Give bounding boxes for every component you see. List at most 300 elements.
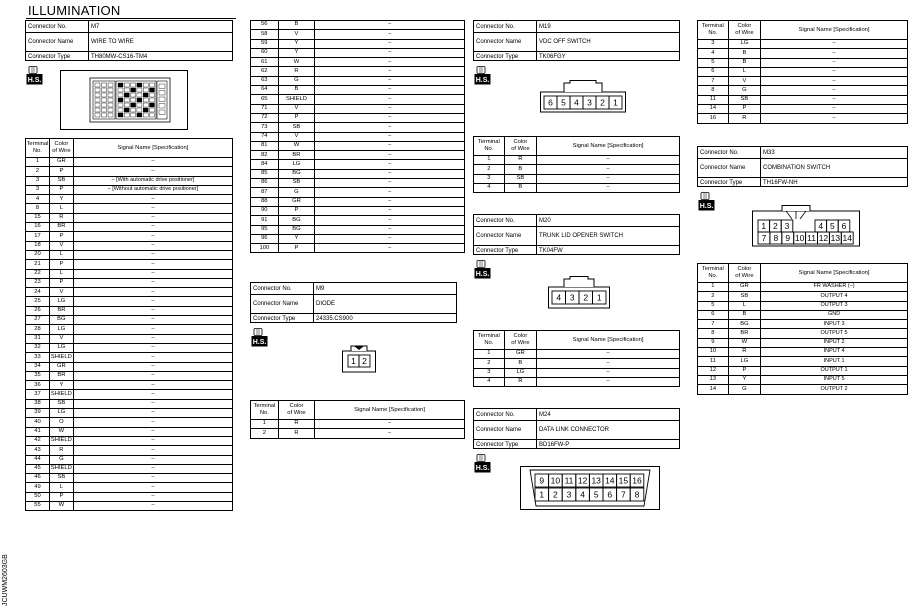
wire-color-cell: GR <box>49 158 73 167</box>
table-row <box>251 76 465 85</box>
table-row <box>251 151 465 160</box>
terminal-cell: 39 <box>26 409 50 418</box>
table-row <box>251 67 465 76</box>
signal-name-cell: – <box>315 58 465 67</box>
wire-color-cell: GR <box>49 362 73 371</box>
connector-no-value: M24 <box>539 412 551 418</box>
terminal-cell: 74 <box>251 132 279 141</box>
connector-m19-header <box>473 20 680 61</box>
table-row <box>26 176 233 185</box>
signal-name-cell: – <box>73 343 232 352</box>
terminal-cell: 18 <box>26 241 50 250</box>
connector-name-value: VDC OFF SWITCH <box>539 39 591 45</box>
terminal-cell: 4 <box>26 195 50 204</box>
connector-m33-face-right <box>752 205 860 247</box>
terminal-cell: 23 <box>26 278 50 287</box>
terminal-cell: 2 <box>698 292 729 301</box>
pin-number: 14 <box>842 233 852 244</box>
connector-m24-header <box>473 408 680 449</box>
wire-color-cell: B <box>278 21 315 30</box>
pin-number: 3 <box>587 97 592 108</box>
table-row <box>251 225 465 234</box>
terminal-cell: 91 <box>251 216 279 225</box>
signal-name-cell: – <box>315 39 465 48</box>
table-row <box>251 141 465 150</box>
signal-name-cell: – <box>315 179 465 188</box>
harness-side-icon <box>698 192 715 211</box>
signal-name-cell: INPUT 4 <box>761 348 908 357</box>
table-row <box>698 40 908 49</box>
table-row <box>26 381 233 390</box>
terminal-cell: 3 <box>474 174 505 183</box>
signal-name-cell: – <box>73 195 232 204</box>
terminal-cell: 40 <box>26 418 50 427</box>
signal-name-cell: – <box>73 381 232 390</box>
wire-color-cell: V <box>278 30 315 39</box>
wire-color-cell: Y <box>278 39 315 48</box>
table-row <box>26 362 233 371</box>
table-row <box>251 188 465 197</box>
table-row <box>698 292 908 301</box>
terminal-cell: 85 <box>251 169 279 178</box>
terminal-cell: 8 <box>698 329 729 338</box>
pin-number: 2 <box>553 489 558 500</box>
connector-m24-face <box>520 466 660 510</box>
pin-number: 10 <box>794 233 805 244</box>
signal-name-cell: – <box>315 169 465 178</box>
table-row <box>698 366 908 375</box>
terminal-cell: 55 <box>26 501 50 510</box>
connector-type-label: Connector Type <box>253 316 296 322</box>
wire-color-cell: L <box>49 269 73 278</box>
connector-type-value: 24335.CS900 <box>316 316 353 322</box>
wire-color-cell: W <box>728 338 760 347</box>
pin-number: 6 <box>548 97 553 108</box>
terminal-cell: 1 <box>474 350 505 359</box>
signal-name-cell: – <box>73 418 232 427</box>
pin-number: 16 <box>632 475 642 486</box>
signal-name-cell: INPUT 2 <box>761 338 908 347</box>
terminal-cell: 50 <box>26 492 50 501</box>
pin-number: 5 <box>830 221 835 232</box>
pin-number: 2 <box>362 356 367 367</box>
wire-color-cell: R <box>49 213 73 222</box>
signal-name-cell: – <box>761 86 908 95</box>
table-row <box>26 278 233 287</box>
svg-text:H.S.: H.S. <box>475 465 490 473</box>
wire-color-cell: SHIELD <box>278 95 315 104</box>
table-row <box>26 325 233 334</box>
signal-name-cell: – <box>73 306 232 315</box>
signal-name-cell: – <box>761 95 908 104</box>
connector-name-label: Connector Name <box>476 427 522 433</box>
pin-number: 13 <box>591 475 601 486</box>
harness-side-icon <box>474 260 491 279</box>
table-row <box>698 385 908 394</box>
wire-color-cell: P <box>728 366 760 375</box>
table-row <box>474 156 680 165</box>
harness-side-icon <box>474 454 491 473</box>
wire-color-cell: GR <box>278 197 315 206</box>
pin-number: 5 <box>561 97 566 108</box>
wire-color-cell: SHIELD <box>49 464 73 473</box>
svg-text:H.S.: H.S. <box>475 271 490 279</box>
signal-name-cell: – <box>315 197 465 206</box>
table-row <box>251 160 465 169</box>
table-row <box>26 436 233 445</box>
wire-color-cell: W <box>278 141 315 150</box>
terminal-cell: 38 <box>26 399 50 408</box>
signal-name-cell: – <box>315 234 465 243</box>
wire-color-cell: SHIELD <box>49 390 73 399</box>
connector-type-label: Connector Type <box>476 248 519 254</box>
connector-type-label: Connector Type <box>28 54 71 60</box>
connector-type-value: TK06FGY <box>539 54 566 60</box>
terminal-cell: 100 <box>251 244 279 253</box>
column-header-color: Color of Wire <box>728 21 760 40</box>
signal-name-cell: – <box>73 427 232 436</box>
table-row <box>26 483 233 492</box>
connector-name-label: Connector Name <box>476 233 522 239</box>
table-row <box>698 329 908 338</box>
terminal-cell: 4 <box>698 49 729 58</box>
table-row <box>251 123 465 132</box>
table-row <box>698 67 908 76</box>
terminal-cell: 14 <box>698 105 729 114</box>
terminal-cell: 44 <box>26 455 50 464</box>
connector-m20-header <box>473 214 680 255</box>
wire-color-cell: SHIELD <box>49 436 73 445</box>
terminal-cell: 1 <box>251 420 279 429</box>
terminal-cell: 35 <box>26 371 50 380</box>
wire-color-cell: BG <box>728 320 760 329</box>
wire-color-cell: R <box>504 377 536 386</box>
wire-color-cell: BG <box>278 216 315 225</box>
table-row <box>251 169 465 178</box>
terminal-cell: 3 <box>26 176 50 185</box>
svg-text:H.S.: H.S. <box>252 339 267 347</box>
wire-color-cell: P <box>49 167 73 176</box>
wire-color-cell: G <box>278 188 315 197</box>
wire-color-cell: P <box>278 206 315 215</box>
terminal-cell: 27 <box>26 316 50 325</box>
wire-color-cell: P <box>49 260 73 269</box>
wire-color-cell: P <box>278 244 315 253</box>
signal-name-cell: – <box>73 241 232 250</box>
table-row <box>251 206 465 215</box>
signal-name-cell: – <box>315 67 465 76</box>
connector-no-label: Connector No. <box>476 412 515 418</box>
signal-name-cell: – <box>315 86 465 95</box>
signal-name-cell: – <box>73 269 232 278</box>
table-row <box>474 183 680 192</box>
wire-color-cell: R <box>278 420 314 429</box>
table-row <box>251 429 465 438</box>
connector-m7-header <box>25 20 233 61</box>
table-row <box>698 310 908 319</box>
signal-name-cell: – <box>73 483 232 492</box>
wire-color-cell: P <box>728 105 760 114</box>
signal-name-cell: – <box>73 399 232 408</box>
table-row <box>26 334 233 343</box>
connector-no-label: Connector No. <box>700 150 739 156</box>
wire-color-cell: R <box>504 156 536 165</box>
table-row <box>26 288 233 297</box>
signal-name-cell: – <box>73 474 232 483</box>
signal-name-cell: GND <box>761 310 908 319</box>
signal-name-cell: – <box>73 501 232 510</box>
column-header-signal: Signal Name [Specification] <box>315 401 465 420</box>
table-row <box>26 492 233 501</box>
terminal-cell: 43 <box>26 446 50 455</box>
signal-name-cell: – <box>315 160 465 169</box>
table-row <box>26 195 233 204</box>
table-row <box>251 420 465 429</box>
table-row <box>474 368 680 377</box>
wire-color-cell: P <box>49 278 73 287</box>
wire-color-cell: Y <box>49 381 73 390</box>
terminal-cell: 15 <box>26 213 50 222</box>
terminal-cell: 2 <box>251 429 279 438</box>
terminal-cell: 95 <box>251 225 279 234</box>
wire-color-cell: R <box>728 348 760 357</box>
wire-color-cell: V <box>49 288 73 297</box>
terminal-cell: 72 <box>251 113 279 122</box>
table-row <box>26 167 233 176</box>
pin-number: 1 <box>613 97 618 108</box>
pin-number: 14 <box>605 475 615 486</box>
wire-color-cell: BR <box>728 329 760 338</box>
signal-name-cell: – <box>73 278 232 287</box>
signal-name-cell: – <box>73 167 232 176</box>
terminal-cell: 8 <box>26 204 50 213</box>
wire-color-cell: LG <box>49 409 73 418</box>
wire-color-cell: Y <box>728 375 760 384</box>
terminal-cell: 17 <box>26 232 50 241</box>
terminal-cell: 7 <box>698 320 729 329</box>
table-row <box>474 350 680 359</box>
pin-number: 7 <box>621 489 626 500</box>
terminal-cell: 65 <box>251 95 279 104</box>
table-row <box>26 250 233 259</box>
connector-no-value: M20 <box>539 218 551 224</box>
table-row <box>26 158 233 167</box>
terminal-cell: 45 <box>26 464 50 473</box>
connector-type-value: TH16FW-NH <box>763 180 798 186</box>
connector-m9-header <box>250 282 457 323</box>
wire-color-cell: B <box>728 49 760 58</box>
terminal-cell: 12 <box>698 366 729 375</box>
wire-color-cell: BR <box>49 371 73 380</box>
wire-color-cell: Y <box>49 195 73 204</box>
table-row <box>26 306 233 315</box>
terminal-cell: 73 <box>251 123 279 132</box>
signal-name-cell: INPUT 1 <box>761 357 908 366</box>
table-row <box>251 86 465 95</box>
table-row <box>26 409 233 418</box>
terminal-cell: 82 <box>251 151 279 160</box>
signal-name-cell: OUTPUT 3 <box>761 301 908 310</box>
terminal-cell: 71 <box>251 104 279 113</box>
signal-name-cell: – <box>73 334 232 343</box>
wire-color-cell: R <box>49 446 73 455</box>
pin-number: 4 <box>580 489 585 500</box>
terminal-cell: 6 <box>698 310 729 319</box>
pin-number: 2 <box>583 292 589 303</box>
signal-name-cell: – <box>73 455 232 464</box>
column-header-terminal: Terminal No. <box>474 331 505 350</box>
wire-color-cell: SB <box>278 179 315 188</box>
connector-m7-face <box>60 70 188 130</box>
terminal-cell: 20 <box>26 250 50 259</box>
signal-name-cell: – <box>73 297 232 306</box>
table-row <box>26 427 233 436</box>
wire-color-cell: GR <box>728 283 760 292</box>
column-header-color: Color of Wire <box>278 401 314 420</box>
wire-color-cell: R <box>278 67 315 76</box>
terminal-cell: 49 <box>26 483 50 492</box>
connector-name-label: Connector Name <box>253 301 299 307</box>
pin-number: 4 <box>818 221 824 232</box>
connector-m7-terminal-table <box>25 138 233 511</box>
signal-name-cell: – <box>315 113 465 122</box>
pin-number: 2 <box>600 97 605 108</box>
wire-color-cell: B <box>728 58 760 67</box>
signal-name-cell: – <box>315 141 465 150</box>
terminal-cell: 56 <box>251 21 279 30</box>
signal-name-cell: – <box>73 492 232 501</box>
wire-color-cell: W <box>49 501 73 510</box>
terminal-cell: 26 <box>26 306 50 315</box>
connector-type-label: Connector Type <box>476 442 519 448</box>
terminal-cell: 16 <box>26 223 50 232</box>
terminal-cell: 28 <box>26 325 50 334</box>
signal-name-cell: – <box>73 316 232 325</box>
pin-number: 11 <box>807 233 816 244</box>
connector-m33-terminal-table <box>697 263 908 395</box>
table-row <box>698 357 908 366</box>
signal-name-cell: – <box>537 368 680 377</box>
terminal-cell: 2 <box>474 359 505 368</box>
signal-name-cell: – <box>73 158 232 167</box>
wire-color-cell: LG <box>728 40 760 49</box>
signal-name-cell: – <box>315 95 465 104</box>
table-row <box>26 232 233 241</box>
terminal-cell: 3 <box>698 40 729 49</box>
signal-name-cell: OUTPUT 5 <box>761 329 908 338</box>
terminal-cell: 9 <box>698 338 729 347</box>
connector-type-value: TK04FW <box>539 248 563 254</box>
terminal-cell: 1 <box>26 158 50 167</box>
table-row <box>26 464 233 473</box>
signal-name-cell: FR WASHER (–) <box>761 283 908 292</box>
wire-color-cell: W <box>278 58 315 67</box>
terminal-cell: 58 <box>251 30 279 39</box>
wire-color-cell: G <box>728 86 760 95</box>
terminal-cell: 24 <box>26 288 50 297</box>
signal-name-cell: – <box>537 156 680 165</box>
column-header-color: Color of Wire <box>49 139 73 158</box>
wire-color-cell: L <box>49 483 73 492</box>
wire-color-cell: SB <box>49 176 73 185</box>
table-row <box>26 297 233 306</box>
table-row <box>26 501 233 510</box>
connector-name-value: COMBINATION SWITCH <box>763 165 831 171</box>
table-row <box>251 113 465 122</box>
wire-color-cell: P <box>49 185 73 194</box>
pin-number: 9 <box>785 233 791 244</box>
terminal-cell: 22 <box>26 269 50 278</box>
table-row <box>474 165 680 174</box>
wire-color-cell: SB <box>504 174 536 183</box>
connector-type-label: Connector Type <box>476 54 519 60</box>
column-header-terminal: Terminal No. <box>474 137 505 156</box>
table-row <box>26 316 233 325</box>
table-row <box>26 399 233 408</box>
table-row <box>26 213 233 222</box>
signal-name-cell: – <box>315 244 465 253</box>
wire-color-cell: LG <box>49 325 73 334</box>
signal-name-cell: OUTPUT 4 <box>761 292 908 301</box>
pin-number: 6 <box>607 489 613 500</box>
wire-color-cell: LG <box>278 160 315 169</box>
document-code: JCUWM2603GB <box>2 554 9 606</box>
terminal-cell: 87 <box>251 188 279 197</box>
connector-type-label: Connector Type <box>700 180 743 186</box>
wire-color-cell: V <box>49 334 73 343</box>
connector-name-value: DATA LINK CONNECTOR <box>539 427 610 433</box>
terminal-cell: 31 <box>26 334 50 343</box>
connector-no-label: Connector No. <box>476 24 515 30</box>
terminal-cell: 41 <box>26 427 50 436</box>
signal-name-cell: – <box>315 429 465 438</box>
connector-name-label: Connector Name <box>700 165 746 171</box>
table-row <box>698 348 908 357</box>
table-row <box>251 48 465 57</box>
terminal-cell: 3 <box>474 368 505 377</box>
column-header-color: Color of Wire <box>728 264 760 283</box>
table-row <box>26 185 233 194</box>
signal-name-cell: – <box>73 362 232 371</box>
table-row <box>26 241 233 250</box>
pin-number: 4 <box>574 97 579 108</box>
connector-name-label: Connector Name <box>476 39 522 45</box>
terminal-cell: 21 <box>26 260 50 269</box>
wire-color-cell: V <box>278 104 315 113</box>
signal-name-cell: – <box>315 225 465 234</box>
signal-name-cell: – <box>73 288 232 297</box>
column-header-signal: Signal Name [Specification] <box>761 264 908 283</box>
wire-color-cell: L <box>728 67 760 76</box>
table-row <box>474 377 680 386</box>
wire-color-cell: SB <box>728 292 760 301</box>
column-header-signal: Signal Name [Specification] <box>761 21 908 40</box>
wire-color-cell: B <box>504 359 536 368</box>
signal-name-cell: – <box>315 151 465 160</box>
table-row <box>698 338 908 347</box>
signal-name-cell: OUTPUT 1 <box>761 366 908 375</box>
terminal-cell: 46 <box>26 474 50 483</box>
terminal-cell: 6 <box>698 67 729 76</box>
harness-side-icon <box>474 66 491 85</box>
pin-number: 6 <box>841 221 847 232</box>
pin-number: 12 <box>577 475 588 486</box>
pin-number: 1 <box>761 221 767 232</box>
signal-name-cell: – <box>73 223 232 232</box>
table-row <box>251 39 465 48</box>
page-title: ILLUMINATION <box>28 3 121 18</box>
terminal-cell: 11 <box>698 357 729 366</box>
